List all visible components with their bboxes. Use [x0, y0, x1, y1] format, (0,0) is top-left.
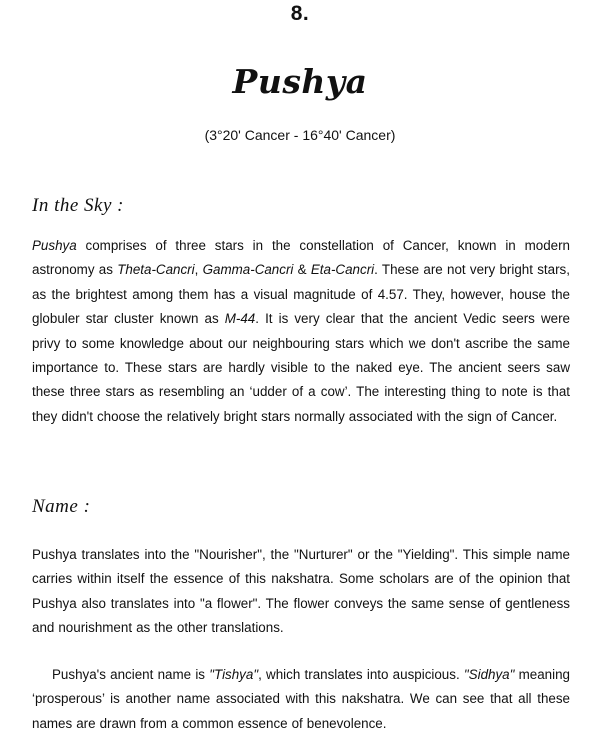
italic-term: Pushya [32, 238, 77, 253]
italic-term: Gamma-Cancri [202, 262, 294, 278]
italic-term: "Sidhya" [463, 667, 515, 682]
italic-term: Eta-Cancri [310, 262, 375, 278]
paragraph-in-the-sky: Pushya comprises of three stars in the constellation of Cancer, known in modern astronomy as Theta-Cancri, Gamma-Cancri & Eta-Cancri. These are not very bright stars, as the brightest among them has a visual magnitude of 4.57. They, however, house the globuler star cluster known as M-44. It is very clear that the ancient Vedic seers were privy to some knowledge about our neighbouring stars which we don't ascribe the same importance to. These stars are hardly visible to the naked eye. The ancient seers saw these three stars as resembling an ‘udder of a cow’. The interesting thing to note is that they didn't choose the relatively bright stars normally associated with the sign of Cancer. [32, 238, 571, 424]
italic-term: M-44 [224, 311, 256, 327]
chapter-number: 8. [290, 2, 310, 25]
chapter-title: Pushya [232, 62, 368, 101]
section-heading-in-the-sky: In the Sky : [32, 195, 124, 216]
italic-term: "Tishya" [209, 667, 259, 682]
italic-term: Theta-Cancri [117, 262, 195, 278]
paragraph-ancient-name: Pushya's ancient name is "Tishya", which translates into auspicious. "Sidhya" meaning ‘prosperous’ is another name associated with this nakshatra. We can see that all these names are drawn from a common essence of benevolence. [32, 667, 570, 731]
section-heading-name: Name : [32, 496, 91, 517]
paragraph-name-meaning: Pushya translates into the "Nourisher", the "Nurturer" or the "Yielding". This simple name carries within itself the essence of this nakshatra. Some scholars are of the opinion that Pushya also translates into "a flower". The flower conveys the same sense of gentleness and nourishment as the other translations. [32, 547, 570, 636]
nakshatra-range: (3°20' Cancer - 16°40' Cancer) [204, 127, 396, 143]
